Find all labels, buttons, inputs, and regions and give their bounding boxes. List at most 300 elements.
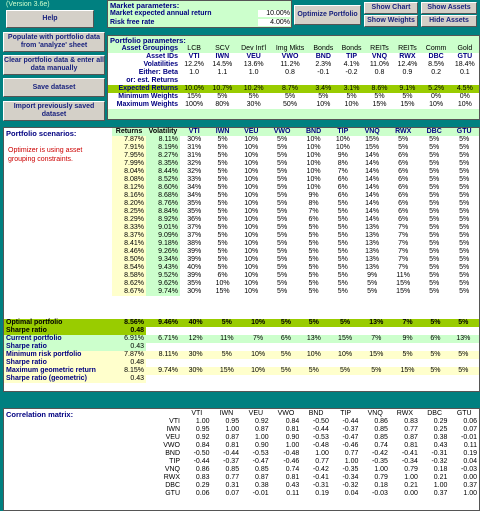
volatility-cell[interactable]: 8.5% bbox=[428, 61, 445, 68]
scenario-weight-cell: 5% bbox=[459, 272, 470, 279]
correlation-cell[interactable]: -0.03 bbox=[371, 490, 388, 497]
beta-cell[interactable]: 0.1 bbox=[459, 69, 470, 76]
volatility-cell[interactable]: 14.5% bbox=[212, 61, 233, 68]
correlation-cell[interactable]: -0.34 bbox=[401, 458, 418, 465]
correlation-cell[interactable]: 0.90 bbox=[285, 434, 300, 441]
scenario-weight-cell: 5% bbox=[367, 288, 378, 295]
min-weight-cell[interactable]: 5% bbox=[346, 93, 357, 100]
summary-cell: 10% bbox=[306, 351, 321, 358]
correlation-cell[interactable]: -0.32 bbox=[431, 458, 448, 465]
scenario-weight-cell: 5% bbox=[277, 288, 288, 295]
show-weights-button[interactable]: Show Weights bbox=[364, 15, 418, 27]
summary-cell: 5% bbox=[280, 319, 292, 326]
correlation-cell[interactable]: 0.84 bbox=[285, 418, 300, 425]
asset-id-cell[interactable]: VNQ bbox=[371, 53, 388, 60]
scenario-weight-cell: 11% bbox=[396, 272, 410, 279]
asset-id-cell[interactable]: RWX bbox=[399, 53, 416, 60]
summary-cell: 5% bbox=[458, 351, 469, 358]
scenarios-table bbox=[112, 128, 479, 296]
correlation-cell[interactable]: 0.18 bbox=[374, 482, 388, 489]
correlation-cell[interactable]: 1.00 bbox=[225, 426, 240, 433]
expected-return-cell: 9.1% bbox=[399, 85, 416, 92]
correlation-cell[interactable]: 0.06 bbox=[463, 418, 477, 425]
correlation-cell[interactable]: -0.41 bbox=[312, 474, 329, 481]
asset-id-cell[interactable]: BND bbox=[315, 53, 331, 60]
populate-button[interactable]: Populate with portfolio data from 'analyze' sheet bbox=[3, 32, 105, 52]
summary-cell: 6% bbox=[430, 335, 441, 342]
scenario-weight-cell: 14% bbox=[365, 184, 380, 191]
scenario-return-cell: 8.62% bbox=[112, 280, 146, 288]
correlation-cell[interactable]: 0.19 bbox=[463, 450, 477, 457]
correlation-cell[interactable]: 0.04 bbox=[463, 458, 477, 465]
scenario-weight-cell: 34% bbox=[187, 184, 202, 191]
scenario-row[interactable] bbox=[112, 200, 479, 208]
expected-return-cell: 5.2% bbox=[428, 85, 445, 92]
max-weight-cell[interactable]: 15% bbox=[400, 101, 415, 108]
correlation-cell[interactable]: -0.35 bbox=[371, 458, 388, 465]
expected-return-cell: 10.7% bbox=[212, 85, 233, 92]
min-weight-cell[interactable]: 5% bbox=[248, 93, 259, 100]
volatility-cell[interactable]: 11.0% bbox=[369, 61, 390, 68]
summary-cell: 8.15% bbox=[124, 367, 144, 374]
corr-row-header: DBC bbox=[165, 482, 180, 489]
asset-id-cell[interactable]: IWN bbox=[215, 53, 230, 60]
correlation-cell[interactable]: 0.21 bbox=[404, 482, 418, 489]
grouping-cell[interactable]: Dev Int'l bbox=[241, 45, 267, 52]
grouping-cell[interactable]: Img Mkts bbox=[275, 45, 305, 52]
min-weight-cell[interactable]: 5% bbox=[318, 93, 329, 100]
volatility-cell[interactable]: 12.2% bbox=[184, 61, 205, 68]
summary-cell: 5% bbox=[430, 367, 441, 374]
correlation-row bbox=[154, 482, 479, 490]
scenario-weight-cell: 14% bbox=[365, 152, 380, 159]
beta-cell[interactable]: 0.2 bbox=[431, 69, 441, 76]
correlation-cell[interactable]: 0.06 bbox=[195, 490, 210, 497]
correlation-cell[interactable]: 1.00 bbox=[344, 458, 359, 465]
correlation-cell[interactable]: 0.86 bbox=[374, 418, 388, 425]
scenario-return-cell: 7.95% bbox=[112, 152, 146, 160]
correlation-cell[interactable]: 1.00 bbox=[374, 466, 388, 473]
asset-id-cell[interactable]: VWO bbox=[281, 53, 299, 60]
correlation-cell[interactable]: 0.00 bbox=[463, 474, 477, 481]
correlation-cell[interactable]: -0.35 bbox=[342, 466, 359, 473]
scenario-weight-cell: 5% bbox=[277, 232, 288, 239]
correlation-cell[interactable]: 0.43 bbox=[433, 442, 448, 449]
correlation-row bbox=[154, 418, 479, 426]
summary-cell: 5% bbox=[402, 351, 413, 358]
min-weight-cell[interactable]: 0% bbox=[431, 93, 442, 100]
asset-id-cell[interactable]: VTI bbox=[188, 53, 200, 60]
corr-col-header: BND bbox=[308, 410, 324, 417]
scenario-return-cell: 7.91% bbox=[112, 144, 146, 152]
scenario-weight-cell: 6% bbox=[308, 216, 319, 223]
correlation-cell[interactable]: -0.48 bbox=[283, 450, 300, 457]
correlation-row bbox=[154, 490, 479, 498]
correlation-cell[interactable]: 0.87 bbox=[255, 426, 269, 433]
correlation-cell[interactable]: 0.74 bbox=[285, 466, 300, 473]
correlation-cell[interactable]: -0.50 bbox=[193, 450, 210, 457]
market-expected-value[interactable]: 10.00% bbox=[258, 10, 290, 17]
scenario-row[interactable] bbox=[112, 280, 479, 288]
correlation-cell[interactable]: 0.74 bbox=[374, 442, 388, 449]
scenario-weight-cell: 5% bbox=[459, 224, 470, 231]
volatility-cell[interactable]: 2.3% bbox=[315, 61, 332, 68]
correlation-cell[interactable]: 0.85 bbox=[225, 466, 240, 473]
expected-return-cell: 8.6% bbox=[371, 85, 388, 92]
correlation-cell[interactable]: -0.01 bbox=[252, 490, 269, 497]
max-weight-cell[interactable]: 10% bbox=[457, 101, 472, 108]
correlation-cell[interactable]: 0.90 bbox=[255, 442, 269, 449]
scenario-weight-cell: 5% bbox=[367, 280, 378, 287]
correlation-cell[interactable]: 0.29 bbox=[195, 482, 210, 489]
correlation-cell[interactable]: -0.48 bbox=[312, 442, 329, 449]
beta-cell[interactable]: 1.0 bbox=[189, 69, 199, 76]
scenario-weight-cell: 5% bbox=[429, 152, 440, 159]
correlation-cell[interactable]: 0.81 bbox=[404, 442, 418, 449]
correlation-cell[interactable]: 0.92 bbox=[255, 418, 269, 425]
correlation-cell[interactable]: 0.87 bbox=[255, 474, 269, 481]
beta-cell[interactable]: 0.9 bbox=[402, 69, 413, 76]
scenario-weight-cell: 5% bbox=[217, 232, 228, 239]
scenario-weight-cell: 5% bbox=[398, 144, 409, 151]
correlation-cell[interactable]: 0.07 bbox=[225, 490, 240, 497]
scenario-weight-cell: 7% bbox=[398, 224, 409, 231]
scenario-row[interactable] bbox=[112, 216, 479, 224]
scenario-weight-cell: 37% bbox=[187, 224, 202, 231]
scenario-row[interactable] bbox=[112, 192, 479, 200]
correlation-cell[interactable]: 0.81 bbox=[285, 474, 300, 481]
beta-cell[interactable]: 1.0 bbox=[248, 69, 259, 76]
correlation-cell[interactable]: 1.00 bbox=[315, 450, 329, 457]
summary-cell: 15% bbox=[338, 335, 353, 342]
hide-assets-button[interactable]: Hide Assets bbox=[421, 15, 477, 27]
minrisk-sharpe-value: 0.48 bbox=[130, 359, 144, 366]
scenario-weight-cell: 5% bbox=[429, 136, 440, 143]
beta-cell[interactable]: -0.2 bbox=[345, 69, 358, 76]
volatility-cell[interactable]: 12.4% bbox=[397, 61, 418, 68]
optimize-portfolio-button[interactable]: Optimize Portfolio bbox=[294, 5, 361, 25]
correlation-cell[interactable]: 0.43 bbox=[285, 482, 300, 489]
correlation-cell[interactable]: 0.37 bbox=[463, 482, 477, 489]
scenario-row[interactable] bbox=[112, 232, 479, 240]
correlation-cell[interactable]: -0.31 bbox=[312, 482, 329, 489]
volatility-cell[interactable]: 18.4% bbox=[454, 61, 475, 68]
scenario-weight-cell: 14% bbox=[365, 200, 380, 207]
volatility-cell[interactable]: 13.6% bbox=[243, 61, 264, 68]
summary-cell: 6.71% bbox=[158, 335, 178, 342]
min-weight-cell[interactable]: 5% bbox=[284, 93, 296, 100]
scenario-weight-cell: 10% bbox=[244, 248, 259, 255]
scenario-weight-cell: 5% bbox=[217, 216, 228, 223]
scenario-return-cell: 8.46% bbox=[112, 248, 146, 256]
scenario-weight-cell: 10% bbox=[244, 232, 259, 239]
asset-id-cell[interactable]: DBC bbox=[428, 53, 444, 60]
scenario-weight-cell: 15% bbox=[365, 136, 380, 143]
summary-cell: 5% bbox=[308, 367, 319, 374]
grouping-cell[interactable]: SCV bbox=[215, 45, 230, 52]
scenario-weight-cell: 5% bbox=[217, 184, 228, 191]
correlation-cell[interactable]: 0.77 bbox=[344, 450, 359, 457]
scenario-weight-cell: 5% bbox=[459, 280, 470, 287]
correlation-cell[interactable]: -0.42 bbox=[312, 466, 329, 473]
correlation-cell[interactable]: -0.44 bbox=[223, 450, 240, 457]
correlation-cell[interactable]: 0.11 bbox=[463, 442, 477, 449]
correlation-cell[interactable]: -0.37 bbox=[223, 458, 240, 465]
correlation-cell[interactable]: 0.21 bbox=[433, 474, 448, 481]
scenario-weight-cell: 5% bbox=[217, 160, 228, 167]
scenario-weight-cell: 10% bbox=[335, 144, 350, 151]
scenario-weight-cell: 14% bbox=[365, 192, 380, 199]
min-weight-cell[interactable]: 5% bbox=[217, 93, 228, 100]
scenario-weight-cell: 5% bbox=[337, 256, 348, 263]
volatility-cell[interactable]: 4.1% bbox=[343, 61, 360, 68]
scenario-row[interactable] bbox=[112, 224, 479, 232]
scenario-weight-cell: 10% bbox=[244, 240, 259, 247]
scenario-weight-cell: 10% bbox=[244, 176, 259, 183]
summary-cell: 9% bbox=[402, 335, 413, 342]
volatility-cell[interactable]: 11.2% bbox=[280, 61, 300, 68]
scenario-weight-cell: 5% bbox=[398, 136, 409, 143]
version-label: (Version 3.6e) bbox=[6, 1, 50, 8]
scenario-weight-cell: 5% bbox=[308, 248, 319, 255]
correlation-cell[interactable]: 0.84 bbox=[195, 442, 210, 449]
import-dataset-button[interactable]: Import previously saved dataset bbox=[3, 101, 105, 121]
clear-data-button[interactable]: Clear portfolio data & enter all data manually bbox=[3, 55, 105, 75]
correlation-cell[interactable]: 0.29 bbox=[433, 418, 448, 425]
max-weight-cell[interactable]: 15% bbox=[372, 101, 387, 108]
riskfree-value[interactable]: 4.00% bbox=[258, 19, 290, 26]
scenario-weight-cell: 5% bbox=[429, 160, 440, 167]
correlation-cell[interactable]: 0.85 bbox=[374, 426, 388, 433]
scenario-row[interactable] bbox=[112, 152, 479, 160]
scenario-volatility-cell: 8.27% bbox=[146, 152, 180, 160]
scenario-return-cell: 8.16% bbox=[112, 192, 146, 200]
correlation-cell[interactable]: 0.31 bbox=[225, 482, 240, 489]
sharpe-label: Sharpe ratio bbox=[6, 359, 47, 366]
min-weight-cell[interactable]: 5% bbox=[374, 93, 385, 100]
scenario-row[interactable] bbox=[112, 168, 479, 176]
summary-cell: 8.56% bbox=[124, 319, 144, 326]
summary-cell: 5% bbox=[458, 367, 469, 374]
scenario-row[interactable] bbox=[112, 248, 479, 256]
grouping-cell[interactable]: Bonds bbox=[313, 45, 334, 52]
beta-cell[interactable]: 0.8 bbox=[285, 69, 295, 76]
correlation-cell[interactable]: 0.77 bbox=[404, 426, 418, 433]
grouping-cell[interactable]: Bonds bbox=[341, 45, 362, 52]
correlation-cell[interactable]: 0.11 bbox=[286, 490, 300, 497]
scenario-row[interactable] bbox=[112, 240, 479, 248]
riskfree-label: Risk free rate bbox=[110, 19, 155, 26]
scenario-row[interactable] bbox=[112, 264, 479, 272]
correlation-cell[interactable]: -0.50 bbox=[312, 418, 329, 425]
optimal-sharpe-value: 0.48 bbox=[130, 327, 144, 334]
scenario-row[interactable] bbox=[112, 184, 479, 192]
correlation-cell[interactable]: 0.00 bbox=[404, 490, 418, 497]
scenario-weight-cell: 5% bbox=[217, 168, 228, 175]
correlation-cell[interactable]: -0.44 bbox=[342, 418, 359, 425]
grouping-cell[interactable]: LCB bbox=[187, 45, 201, 52]
correlation-cell[interactable]: -0.42 bbox=[371, 450, 388, 457]
col-returns-header: Returns bbox=[115, 128, 143, 135]
beta-cell[interactable]: -0.1 bbox=[317, 69, 330, 76]
max-weight-cell[interactable]: 10% bbox=[344, 101, 359, 108]
summary-cell: 30% bbox=[188, 367, 203, 374]
scenario-weight-cell: 5% bbox=[337, 240, 348, 247]
beta-cell[interactable]: 0.8 bbox=[374, 69, 385, 76]
scenario-weight-cell: 5% bbox=[277, 152, 288, 159]
min-weight-cell[interactable]: 5% bbox=[402, 93, 413, 100]
grouping-cell[interactable]: Gold bbox=[457, 45, 473, 52]
correlation-cell[interactable]: -0.53 bbox=[312, 434, 329, 441]
scenario-row[interactable] bbox=[112, 160, 479, 168]
correlation-cell[interactable]: 1.00 bbox=[255, 434, 269, 441]
scenario-return-cell: 8.04% bbox=[112, 168, 146, 176]
volatilities-label: Volatilities bbox=[143, 61, 178, 68]
correlation-cell[interactable]: -0.32 bbox=[342, 482, 359, 489]
grouping-cell[interactable]: REITs bbox=[398, 45, 417, 52]
scenario-weight-cell: 14% bbox=[365, 160, 380, 167]
correlation-cell[interactable]: 0.95 bbox=[225, 418, 240, 425]
scenario-row[interactable] bbox=[112, 136, 479, 144]
correlation-cell[interactable]: -0.47 bbox=[342, 434, 359, 441]
scenario-weight-cell: 5% bbox=[337, 216, 348, 223]
correlation-cell[interactable]: -0.01 bbox=[461, 434, 477, 441]
min-weights-label: Minimum Weights bbox=[118, 93, 178, 100]
correlation-cell[interactable]: -0.44 bbox=[193, 458, 210, 465]
correlation-cell[interactable]: 0.37 bbox=[433, 490, 448, 497]
correlation-cell[interactable]: -0.46 bbox=[283, 458, 300, 465]
scenario-row[interactable] bbox=[112, 208, 479, 216]
summary-cell: 15% bbox=[400, 367, 415, 374]
corr-row-header: BND bbox=[165, 450, 180, 457]
scenario-weight-cell: 15% bbox=[396, 280, 411, 287]
correlation-row bbox=[154, 450, 479, 458]
summary-cell: 5% bbox=[308, 319, 319, 326]
asset-id-cell[interactable]: TIP bbox=[346, 53, 357, 60]
max-weight-cell[interactable]: 10% bbox=[316, 101, 331, 108]
correlation-cell[interactable]: 0.86 bbox=[195, 466, 210, 473]
correlation-cell[interactable]: 0.85 bbox=[255, 466, 269, 473]
correlation-cell[interactable]: 1.00 bbox=[404, 474, 418, 481]
scenario-row[interactable] bbox=[112, 288, 479, 296]
correlation-cell[interactable]: 0.04 bbox=[344, 490, 359, 497]
scenario-weight-cell: 30% bbox=[187, 288, 202, 295]
correlation-cell[interactable]: -0.46 bbox=[342, 442, 359, 449]
scenario-weight-cell: 5% bbox=[459, 152, 470, 159]
scenario-weight-cell: 5% bbox=[277, 264, 288, 271]
scenario-weight-cell: 10% bbox=[244, 264, 259, 271]
scenario-row[interactable] bbox=[112, 176, 479, 184]
correlation-cell[interactable]: 0.19 bbox=[315, 490, 329, 497]
correlation-cell[interactable]: 0.95 bbox=[195, 426, 210, 433]
scenario-weight-cell: 5% bbox=[277, 256, 288, 263]
scenario-return-cell: 7.87% bbox=[112, 136, 146, 144]
summary-cell: 5% bbox=[371, 367, 382, 374]
beta-cell[interactable]: 1.1 bbox=[217, 69, 228, 76]
correlation-cell[interactable]: 0.85 bbox=[374, 434, 388, 441]
correlation-cell[interactable]: -0.34 bbox=[342, 474, 359, 481]
correlation-cell[interactable]: 0.07 bbox=[463, 426, 477, 433]
scenario-weight-cell: 5% bbox=[217, 144, 228, 151]
show-assets-button[interactable]: Show Assets bbox=[421, 2, 477, 14]
scenario-row[interactable] bbox=[112, 272, 479, 280]
scenario-row[interactable] bbox=[112, 144, 479, 152]
correlation-cell[interactable]: 0.79 bbox=[404, 466, 418, 473]
correlation-cell[interactable]: -0.37 bbox=[342, 426, 359, 433]
correlation-cell[interactable]: -0.31 bbox=[431, 450, 448, 457]
scenario-weight-cell: 5% bbox=[277, 248, 288, 255]
correlation-cell[interactable]: 0.38 bbox=[255, 482, 269, 489]
correlation-cell[interactable]: 0.77 bbox=[225, 474, 240, 481]
correlation-cell[interactable]: 0.79 bbox=[374, 474, 388, 481]
optimal-row[interactable] bbox=[4, 319, 479, 327]
scenario-weight-cell: 5% bbox=[429, 168, 440, 175]
scenario-weight-cell: 10% bbox=[244, 208, 259, 215]
scenario-row[interactable] bbox=[112, 256, 479, 264]
correlation-cell[interactable]: -0.44 bbox=[312, 426, 329, 433]
correlation-cell[interactable]: 1.00 bbox=[463, 490, 477, 497]
correlation-cell[interactable]: 0.18 bbox=[433, 466, 448, 473]
correlation-cell[interactable]: -0.47 bbox=[252, 458, 269, 465]
correlation-cell[interactable]: 0.38 bbox=[433, 434, 448, 441]
maxgeo-sharpe-value: 0.43 bbox=[130, 375, 144, 382]
correlation-cell[interactable]: 0.83 bbox=[404, 418, 418, 425]
portfolio-scenarios-title: Portfolio scenarios: bbox=[6, 129, 77, 138]
corr-row-header: VTI bbox=[169, 418, 180, 425]
correlation-cell[interactable]: 1.00 bbox=[195, 418, 210, 425]
max-weight-cell[interactable]: 30% bbox=[246, 101, 261, 108]
max-weight-cell[interactable]: 80% bbox=[215, 101, 230, 108]
correlation-row bbox=[154, 442, 479, 450]
max-weight-cell[interactable]: 100% bbox=[185, 101, 204, 108]
correlation-cell[interactable]: -0.41 bbox=[401, 450, 418, 457]
correlation-cell[interactable]: 0.92 bbox=[195, 434, 210, 441]
scenario-weight-cell: 5% bbox=[429, 232, 440, 239]
correlation-cell[interactable]: -0.53 bbox=[252, 450, 269, 457]
asset-id-cell[interactable]: VEU bbox=[246, 53, 261, 60]
correlation-cell[interactable]: 1.00 bbox=[433, 482, 448, 489]
col-asset-header: BND bbox=[305, 128, 322, 135]
correlation-cell[interactable]: 0.81 bbox=[285, 426, 300, 433]
max-weight-cell[interactable]: 10% bbox=[429, 101, 444, 108]
grouping-cell[interactable]: Comm bbox=[425, 45, 447, 52]
scenario-weight-cell: 6% bbox=[398, 176, 409, 183]
asset-id-cell[interactable]: GTU bbox=[457, 53, 473, 60]
show-chart-button[interactable]: Show Chart bbox=[364, 2, 418, 14]
correlation-cell[interactable]: 0.81 bbox=[225, 442, 240, 449]
scenario-weight-cell: 6% bbox=[398, 168, 409, 175]
correlation-cell[interactable]: -0.03 bbox=[461, 466, 477, 473]
correlation-cell[interactable]: 0.87 bbox=[404, 434, 418, 441]
scenario-weight-cell: 5% bbox=[277, 200, 288, 207]
correlation-cell[interactable]: 0.77 bbox=[315, 458, 329, 465]
min-weight-cell[interactable]: 0% bbox=[459, 93, 470, 100]
scenario-weight-cell: 9% bbox=[337, 152, 348, 159]
market-parameters-panel bbox=[107, 0, 292, 28]
min-weight-cell[interactable]: 15% bbox=[187, 93, 202, 100]
grouping-cell[interactable]: REITs bbox=[370, 45, 389, 52]
correlation-cell[interactable]: 0.87 bbox=[225, 434, 240, 441]
correlation-cell[interactable]: 0.83 bbox=[195, 474, 210, 481]
scenario-weight-cell: 5% bbox=[308, 256, 319, 263]
correlation-cell[interactable]: 0.25 bbox=[433, 426, 448, 433]
correlation-cell[interactable]: 1.00 bbox=[285, 442, 300, 449]
scenario-weight-cell: 13% bbox=[365, 256, 380, 263]
max-weight-cell[interactable]: 50% bbox=[283, 101, 298, 108]
help-button[interactable]: Help bbox=[6, 10, 94, 28]
expected-returns-label: Expected Returns bbox=[118, 85, 178, 92]
save-dataset-button[interactable]: Save dataset bbox=[3, 78, 105, 97]
